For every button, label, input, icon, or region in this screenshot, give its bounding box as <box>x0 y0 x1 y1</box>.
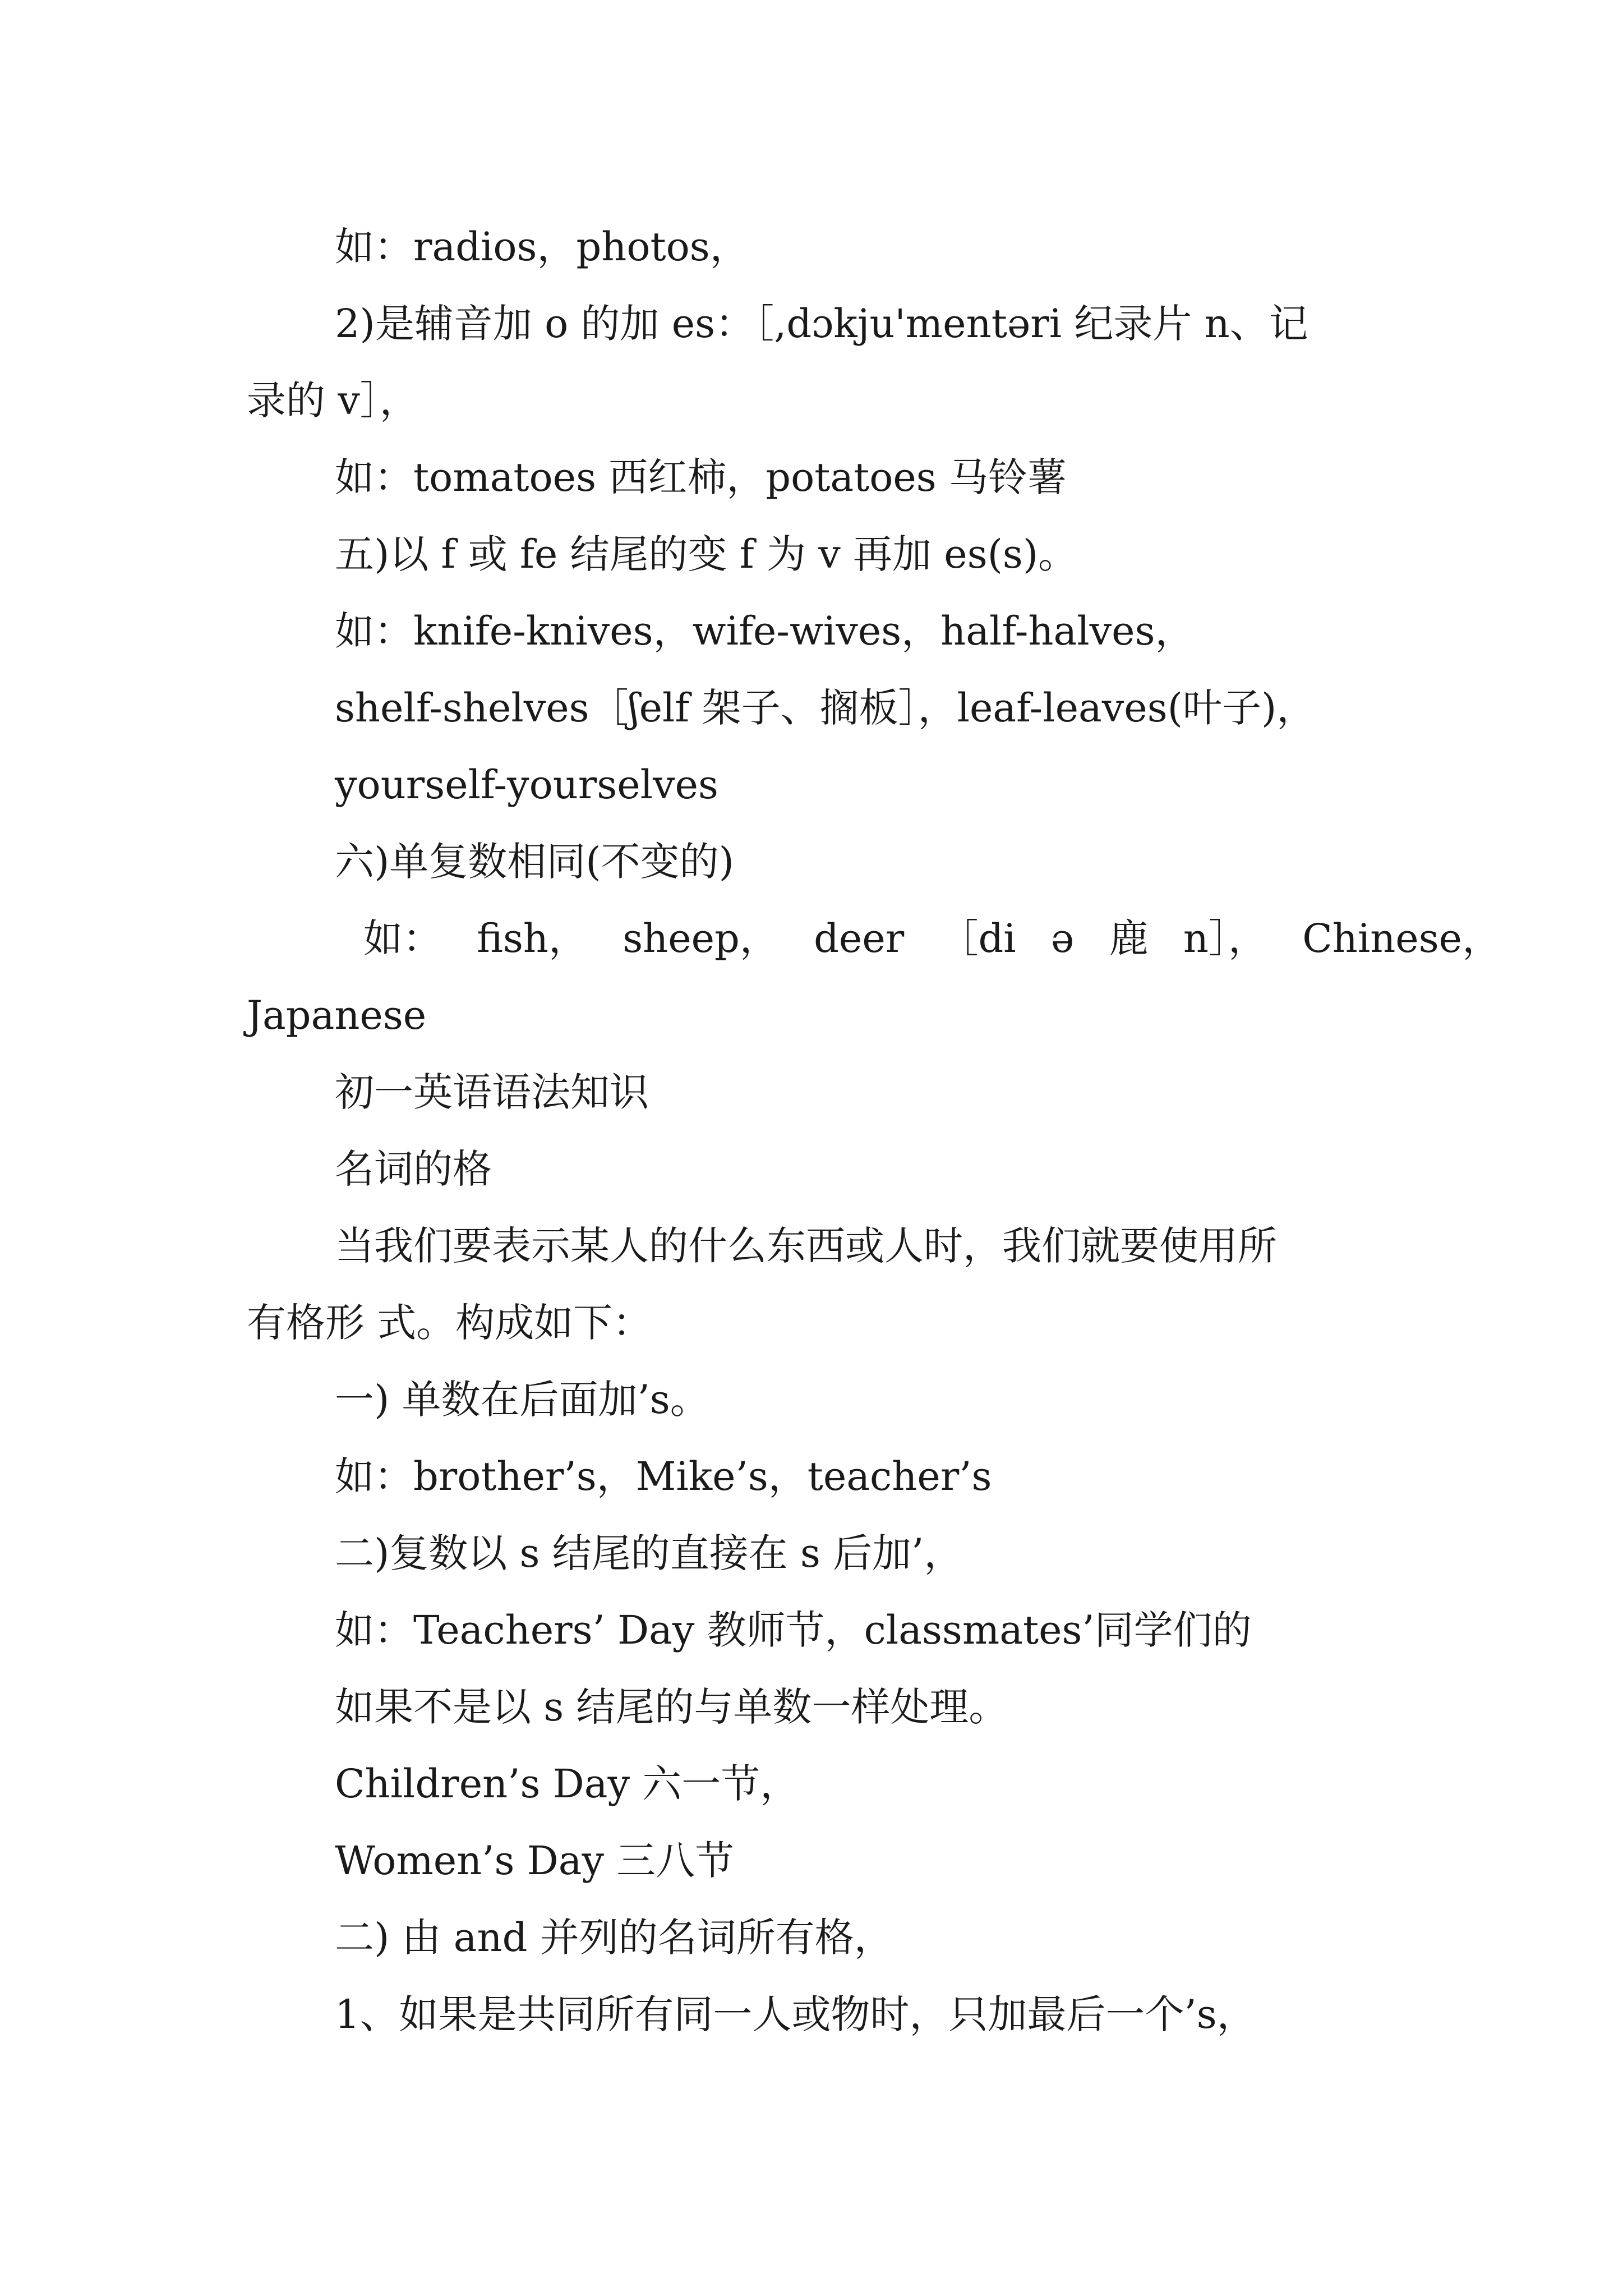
text-line: 如：knife-knives，wife-wives，half-halves， <box>335 608 1195 654</box>
text-line: 六)单复数相同(不变的) <box>335 839 734 885</box>
text-line: 如： fish， sheep， deer ［di ə 鹿 n］， Chinese， <box>363 915 1502 961</box>
text-line: shelf-shelves［ʃelf 架子、搁板］，leaf-leaves(叶子)， <box>335 685 1316 731</box>
text-line: 有格形 式。构成如下： <box>247 1300 652 1346</box>
document-body <box>247 209 1502 2053</box>
text-line: 如：tomatoes 西红柿，potatoes 马铃薯 <box>335 454 1067 500</box>
text-line: 二) 由 and 并列的名词所有格， <box>335 1915 893 1961</box>
text-line: 如：brother’s，Mike’s，teacher’s <box>335 1453 992 1499</box>
text-line: 一) 单数在后面加’s。 <box>335 1377 709 1423</box>
text-line: 二)复数以 s 结尾的直接在 s 后加’， <box>335 1530 963 1576</box>
text-line: 当我们要表示某人的什么东西或人时，我们就要使用所 <box>335 1223 1277 1269</box>
text-line: Women’s Day 三八节 <box>335 1838 735 1884</box>
section-subheading: 名词的格 <box>335 1146 492 1192</box>
text-line: 五)以 f 或 fe 结尾的变 f 为 v 再加 es(s)。 <box>335 531 1078 577</box>
text-line: 如果不是以 s 结尾的与单数一样处理。 <box>335 1684 1008 1730</box>
text-line: 录的 v］， <box>247 378 419 424</box>
text-line: 2)是辅音加 o 的加 es：［,dɔkju'mentəri 纪录片 n、记 <box>335 301 1308 347</box>
text-line: yourself-yourselves <box>335 762 718 808</box>
text-line: 1、如果是共同所有同一人或物时，只加最后一个’s， <box>335 1991 1256 2037</box>
text-line: Japanese <box>247 992 427 1038</box>
text-line: Children’s Day 六一节， <box>335 1761 800 1807</box>
text-line: 如：radios，photos， <box>335 224 749 270</box>
section-heading: 初一英语语法知识 <box>335 1069 649 1115</box>
text-line: 如：Teachers’ Day 教师节，classmates’同学们的 <box>335 1607 1252 1653</box>
